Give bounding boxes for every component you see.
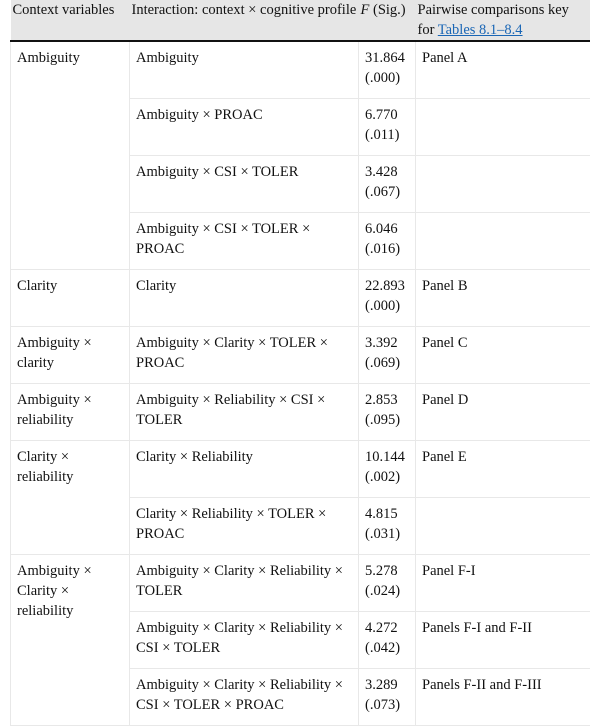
f-sig-cell xyxy=(359,213,416,270)
f-sig-cell xyxy=(359,41,416,99)
table-body xyxy=(11,41,590,726)
interaction-cell: Ambiguity × Clarity × TOLER × PROAC xyxy=(130,327,359,384)
f-value: 3.392 xyxy=(365,335,398,351)
interaction-cell: Clarity × Reliability × TOLER × PROAC xyxy=(130,498,359,555)
f-sig-cell xyxy=(359,669,416,726)
sig-value: (.011) xyxy=(365,127,400,143)
interaction-cell: Clarity × Reliability xyxy=(130,441,359,498)
sig-value: (.016) xyxy=(365,241,400,257)
sig-value: (.067) xyxy=(365,184,400,200)
context-cell: Ambiguity × reliability xyxy=(11,384,130,441)
pairwise-key-cell: Panel F-I xyxy=(416,555,590,612)
f-value: 2.853 xyxy=(365,392,398,408)
sig-value: (.024) xyxy=(365,583,400,599)
tables-link[interactable]: Tables 8.1–8.4 xyxy=(438,22,523,38)
f-value: 10.144 xyxy=(365,449,405,465)
table-row xyxy=(11,441,590,498)
table-row xyxy=(11,270,590,327)
header-pairwise-text: Pairwise comparisons key for xyxy=(418,2,569,38)
f-sig-cell xyxy=(359,498,416,555)
interaction-cell: Ambiguity × CSI × TOLER xyxy=(130,156,359,213)
f-value: 3.289 xyxy=(365,677,398,693)
table-row xyxy=(11,384,590,441)
sig-value: (.069) xyxy=(365,355,400,371)
pairwise-key-cell: Panels F-II and F-III xyxy=(416,669,590,726)
f-value: 6.046 xyxy=(365,221,398,237)
pairwise-key-cell: Panel C xyxy=(416,327,590,384)
context-cell: Ambiguity × clarity xyxy=(11,327,130,384)
f-value: 4.272 xyxy=(365,620,398,636)
header-f-rest: (Sig.) xyxy=(369,2,405,18)
context-cell: Clarity × reliability xyxy=(11,441,130,555)
context-cell: Ambiguity × Clarity × reliability xyxy=(11,555,130,726)
interaction-cell: Clarity xyxy=(130,270,359,327)
f-sig-cell xyxy=(359,99,416,156)
f-sig-cell xyxy=(359,270,416,327)
table-header xyxy=(11,0,590,41)
sig-value: (.000) xyxy=(365,298,400,314)
context-cell: Clarity xyxy=(11,270,130,327)
interaction-cell: Ambiguity × CSI × TOLER × PROAC xyxy=(130,213,359,270)
pairwise-key-cell xyxy=(416,213,590,270)
header-f-italic: F xyxy=(361,2,370,18)
f-value: 31.864 xyxy=(365,50,405,66)
f-sig-cell xyxy=(359,156,416,213)
f-sig-cell xyxy=(359,441,416,498)
sig-value: (.095) xyxy=(365,412,400,428)
header-interaction: Interaction: context × cognitive profile xyxy=(130,0,359,41)
pairwise-key-cell: Panel D xyxy=(416,384,590,441)
f-sig-cell xyxy=(359,384,416,441)
interaction-cell: Ambiguity × Clarity × Reliability × TOLER xyxy=(130,555,359,612)
pairwise-key-cell: Panel E xyxy=(416,441,590,498)
sig-value: (.000) xyxy=(365,70,400,86)
pairwise-key-cell: Panels F-I and F-II xyxy=(416,612,590,669)
sig-value: (.042) xyxy=(365,640,400,656)
f-sig-cell xyxy=(359,612,416,669)
sig-value: (.002) xyxy=(365,469,400,485)
sig-value: (.031) xyxy=(365,526,400,542)
interaction-cell: Ambiguity × Clarity × Reliability × CSI × TOLER × PROAC xyxy=(130,669,359,726)
interaction-cell: Ambiguity × Clarity × Reliability × CSI × TOLER xyxy=(130,612,359,669)
context-cell: Ambiguity xyxy=(11,41,130,270)
interaction-cell: Ambiguity × PROAC xyxy=(130,99,359,156)
results-table xyxy=(10,0,590,726)
f-sig-cell xyxy=(359,555,416,612)
f-value: 4.815 xyxy=(365,506,398,522)
sig-value: (.073) xyxy=(365,697,400,713)
header-f-sig xyxy=(359,0,416,41)
f-value: 3.428 xyxy=(365,164,398,180)
table-row xyxy=(11,41,590,99)
header-context: Context variables xyxy=(11,0,130,41)
pairwise-key-cell: Panel A xyxy=(416,41,590,99)
interaction-cell: Ambiguity xyxy=(130,41,359,99)
interaction-cell: Ambiguity × Reliability × CSI × TOLER xyxy=(130,384,359,441)
f-value: 22.893 xyxy=(365,278,405,294)
pairwise-key-cell xyxy=(416,498,590,555)
f-value: 5.278 xyxy=(365,563,398,579)
pairwise-key-cell: Panel B xyxy=(416,270,590,327)
pairwise-key-cell xyxy=(416,156,590,213)
table-row xyxy=(11,555,590,612)
pairwise-key-cell xyxy=(416,99,590,156)
f-sig-cell xyxy=(359,327,416,384)
f-value: 6.770 xyxy=(365,107,398,123)
table-row xyxy=(11,327,590,384)
header-pairwise xyxy=(416,0,590,41)
